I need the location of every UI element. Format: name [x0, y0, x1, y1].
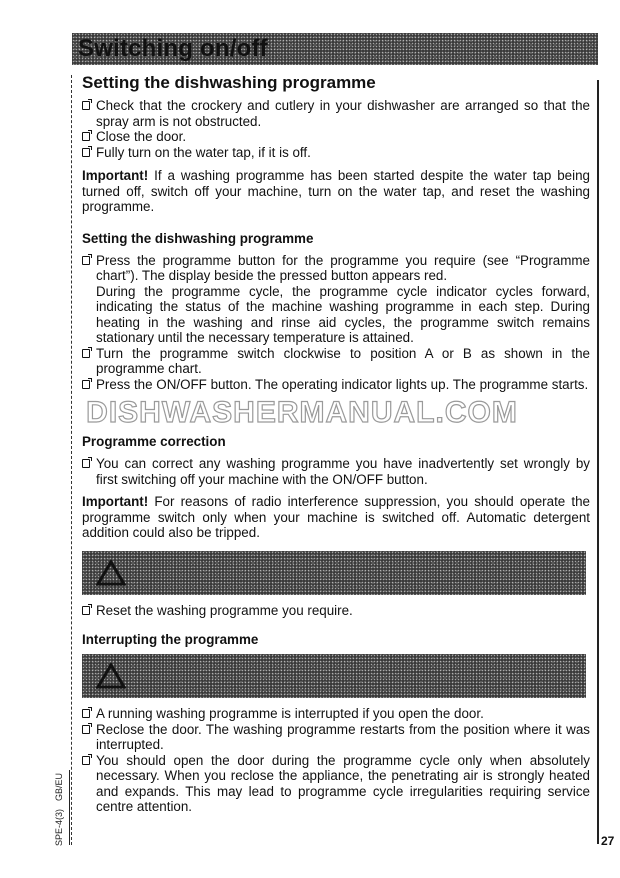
page-content	[82, 72, 590, 815]
section-header-bar	[72, 33, 598, 65]
important-note-2: Important! For reasons of radio interference suppression, you should operate the programme switch only when your machine is switched off. Automatic detergent addition could also be tripped.	[82, 494, 590, 540]
list-item: Reset the washing programme you require.	[82, 603, 590, 619]
warning-triangle-icon	[96, 663, 126, 689]
side-code-doc: SPE-4(3)	[53, 808, 64, 846]
checkbox-bullet-icon	[82, 148, 90, 157]
checkbox-bullet-icon	[82, 380, 90, 389]
list-item: A running washing programme is interrupted if you open the door.	[82, 706, 590, 722]
list-item: You can correct any washing programme you have inadvertently set wrongly by first switching off your machine with the ON/OFF button.	[82, 456, 590, 487]
list-item: Fully turn on the water tap, if it is off.	[82, 145, 590, 161]
setting-heading: Setting the dishwashing programme	[82, 230, 314, 246]
reset-checklist	[82, 603, 590, 619]
warning-triangle-icon	[96, 560, 126, 586]
side-code-rule	[69, 770, 70, 845]
section-title: Switching on/off	[78, 35, 268, 62]
left-margin-rule	[71, 75, 73, 845]
list-item: Press the ON/OFF button. The operating indicator lights up. The programme starts.	[82, 377, 590, 393]
intro-checklist	[82, 98, 590, 160]
watermark-band	[22, 396, 582, 430]
setting-item-continued: During the programme cycle, the programme cycle indicator cycles forward, indicating the status of the machine washing programme in each step. During heating in the washing and rinse aid cycles, the programme switch remains stationary until the necessary temperature is attained.	[96, 283, 590, 345]
list-item: Turn the programme switch clockwise to position A or B as shown in the programme chart.	[82, 346, 590, 377]
list-item: Reclose the door. The washing programme restarts from the position where it was interrupted.	[82, 722, 590, 753]
checkbox-bullet-icon	[82, 132, 90, 141]
checkbox-bullet-icon	[82, 349, 90, 358]
page-title: Setting the dishwashing programme	[82, 73, 376, 92]
list-item: Press the programme button for the programme you require (see “Programme chart”). The display beside the pressed button appears red.	[82, 253, 590, 284]
correction-heading: Programme correction	[82, 434, 226, 449]
checkbox-bullet-icon	[82, 101, 90, 110]
checkbox-bullet-icon	[82, 256, 90, 265]
right-margin-rule	[597, 80, 599, 844]
list-item: You should open the door during the programme cycle only when absolutely necessary. When you reclose the appliance, the penetrating air is strongly heated and expands. This may lead to programme cycle irregularities requiring service centre attention.	[82, 753, 590, 815]
correction-checklist	[82, 456, 590, 487]
checkbox-bullet-icon	[82, 725, 90, 734]
interrupting-checklist	[82, 706, 590, 815]
side-code-region: GB/EU	[53, 772, 64, 801]
warning-banner-1	[82, 551, 586, 595]
list-item: Close the door.	[82, 129, 590, 145]
checkbox-bullet-icon	[82, 709, 90, 718]
list-item: Check that the crockery and cutlery in your dishwasher are arranged so that the spray arm is not obstructed.	[82, 98, 590, 129]
watermark-text: DISHWASHERMANUAL.COM	[86, 396, 518, 429]
checkbox-bullet-icon	[82, 459, 90, 468]
interrupting-heading: Interrupting the programme	[82, 632, 259, 647]
checkbox-bullet-icon	[82, 756, 90, 765]
checkbox-bullet-icon	[82, 606, 90, 615]
warning-banner-2	[82, 654, 586, 698]
side-code	[52, 772, 66, 846]
important-note-1: Important! If a washing programme has been started despite the water tap being turned off, switch off your machine, turn on the water tap, and reset the washing programme.	[82, 168, 590, 214]
setting-checklist	[82, 253, 590, 393]
page-number: 27	[601, 834, 615, 848]
